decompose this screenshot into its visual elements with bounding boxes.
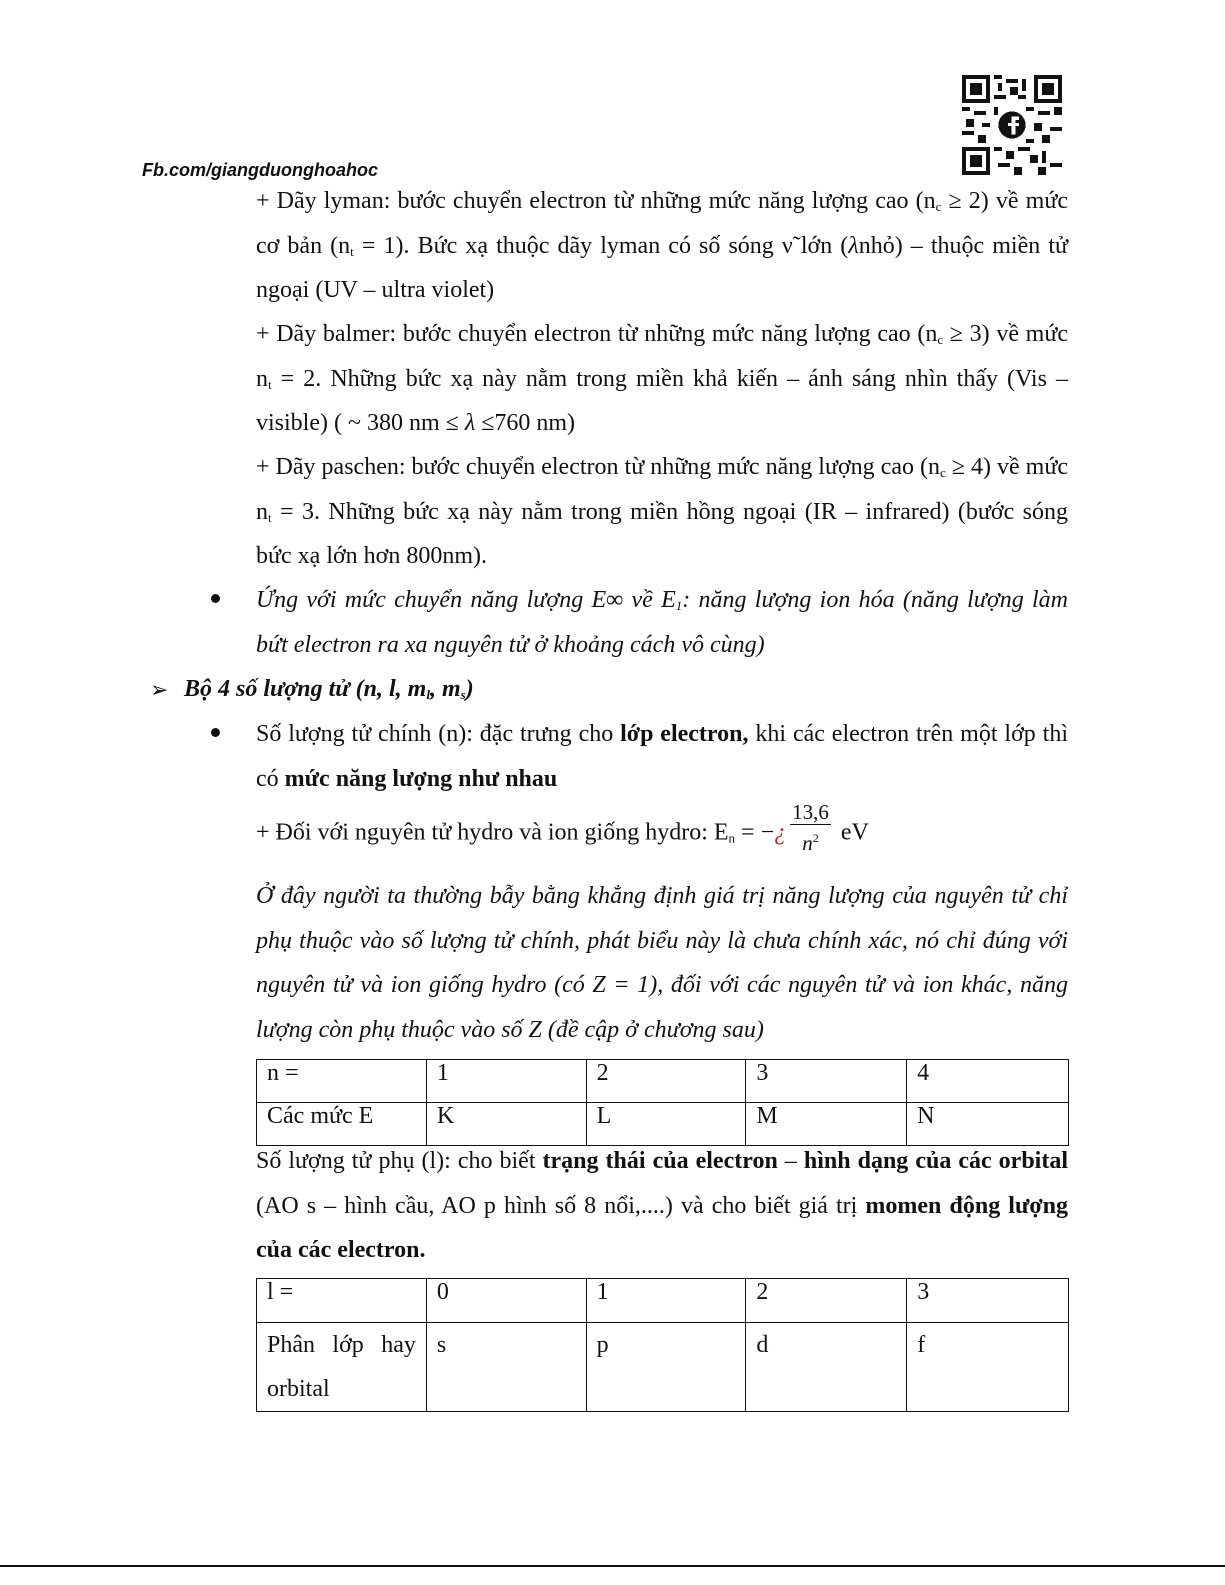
energy-level-table (256, 1059, 1069, 1146)
hydrogen-energy-formula: + Đối với nguyên tử hydro và ion giống hydro: $E_n$ = −¿ $\frac{13,6}{n^2}$ eV (256, 800, 869, 855)
table-cell: Các mức E (257, 1103, 427, 1146)
principal-quantum-paragraph: Số lượng tử chính (n): đặc trưng cho lớp electron, khi các electron trên một lớp thì có mức năng lượng như nhau (256, 721, 1068, 792)
table-cell: 2 (746, 1279, 907, 1323)
note-paragraph: Ở đây người ta thường bẫy bằng khẳng định giá trị năng lượng của nguyên tử chỉ phụ thuộc vào số lượng tử chính, phát biểu này là chưa chính xác, nó chỉ đúng với nguyên tử và ion giống hydro (có Z = 1), đối với các nguyên tử và ion khác, năng lượng còn phụ thuộc vào số Z (đề cập ở chương sau) (256, 883, 1068, 1043)
quantum-numbers-heading: Bộ 4 số lượng tử (n, l, $m_l$, $m_s$) (184, 676, 474, 702)
page-footer-rule (0, 1565, 1225, 1567)
bullet-icon (211, 728, 220, 737)
lambda-symbol: λ (848, 232, 859, 259)
table-row (257, 1323, 1069, 1412)
table-cell: 3 (907, 1279, 1069, 1323)
table-cell: 3 (746, 1060, 907, 1103)
table-cell: Phân lớp hay orbital (257, 1323, 427, 1412)
table-cell: 1 (426, 1060, 586, 1103)
table-cell: 2 (586, 1060, 746, 1103)
table-cell: K (426, 1103, 586, 1146)
table-cell: s (426, 1323, 586, 1412)
ionization-paragraph: Ứng với mức chuyển năng lượng E∞ về $E_1$: năng lượng ion hóa (năng lượng làm bứt electron ra xa nguyên tử ở khoảng cách vô cùng) (256, 587, 1068, 658)
lyman-paragraph: + Dãy lyman: bước chuyển electron từ những mức năng lượng cao $(n_c \ge 2)$ về mức cơ bản $(n_t = 1)$. Bức xạ thuộc dãy lyman có số sóng ν̃ lớn (λnhỏ) – thuộc miền tử ngoại (UV – ultra violet) (256, 188, 1069, 303)
table-row (257, 1279, 1069, 1323)
bullet-icon (211, 594, 220, 603)
table-cell: n = (257, 1060, 427, 1103)
qr-code-icon (962, 75, 1062, 175)
table-cell: M (746, 1103, 907, 1146)
table-cell: 0 (426, 1279, 586, 1323)
table-row (257, 1060, 1069, 1103)
table-cell: N (907, 1103, 1069, 1146)
table-cell: d (746, 1323, 907, 1412)
table-cell: 4 (907, 1060, 1069, 1103)
balmer-paragraph: + Dãy balmer: bước chuyển electron từ những mức năng lượng cao $(n_c \ge 3)$ về mức $n_t = 2$. Những bức xạ này nằm trong miền khả kiến – ánh sáng nhìn thấy (Vis – visible) ( ~ 380 nm ≤ λ ≤760 nm) (256, 321, 1068, 436)
orbital-table (256, 1278, 1069, 1412)
table-cell: p (586, 1323, 746, 1412)
table-cell: l = (257, 1279, 427, 1323)
table-cell: L (586, 1103, 746, 1146)
arrow-bullet-icon: ➢ (150, 677, 169, 702)
wavenumber-symbol: ν̃ (781, 232, 793, 259)
paschen-paragraph: + Dãy paschen: bước chuyển electron từ những mức năng lượng cao $(n_c \ge 4)$ về mức $n_t = 3$. Những bức xạ này nằm trong miền hồng ngoại (IR – infrared) (bước sóng bức xạ lớn hơn 800nm). (256, 454, 1068, 569)
lambda-symbol: λ (464, 410, 476, 436)
table-cell: 1 (586, 1279, 746, 1323)
table-cell: f (907, 1323, 1069, 1412)
energy-fraction: $\frac{13,6}{n^2}$ (792, 800, 829, 855)
azimuthal-quantum-paragraph: Số lượng tử phụ (l): cho biết trạng thái của electron – hình dạng của các orbital (AO s – hình cầu, AO p hình số 8 nổi,....) và cho biết giá trị momen động lượng của các electron. (256, 1148, 1068, 1263)
facebook-link-text: Fb.com/giangduonghoahoc (142, 160, 378, 180)
